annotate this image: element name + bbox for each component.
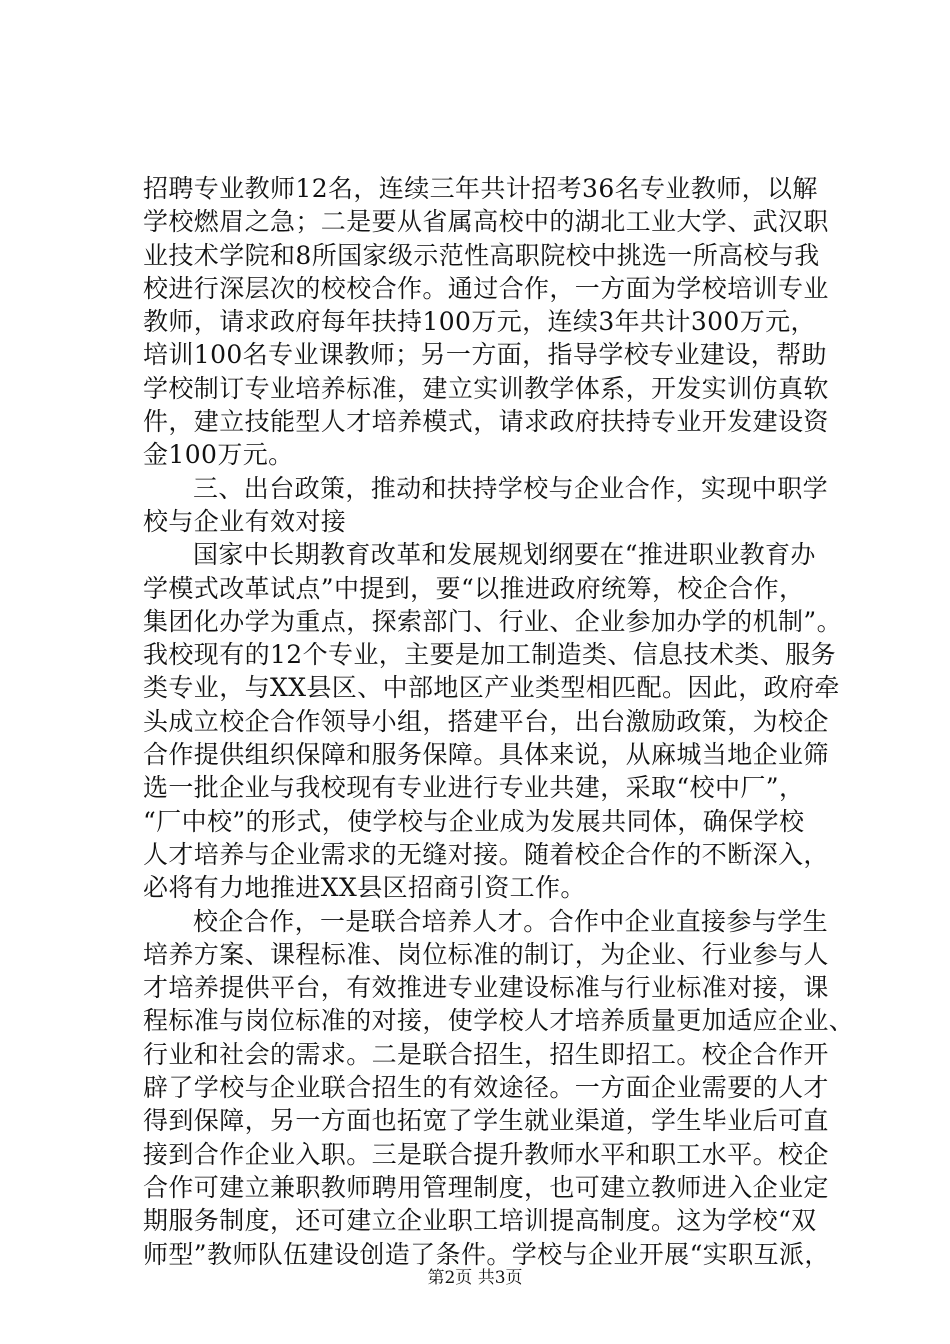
text-line: 件，建立技能型人才培养模式，请求政府扶持专业开发建设资 [143, 407, 829, 437]
section-heading-line: 三、出台政策，推动和扶持学校与企业合作，实现中职学 [193, 473, 829, 503]
text-line: 校进行深层次的校校合作。通过合作，一方面为学校培训专业 [143, 273, 829, 303]
text-line: 培训100名专业课教师；另一方面，指导学校专业建设，帮助 [143, 340, 827, 370]
text-line: 接到合作企业入职。三是联合提升教师水平和职工水平。校企 [143, 1139, 829, 1169]
text-line: 招聘专业教师12名，连续三年共计招考36名专业教师，以解 [143, 174, 818, 203]
text-line: 才培养提供平台，有效推进专业建设标准与行业标准对接，课 [143, 973, 829, 1003]
text-line: 金100万元。 [143, 440, 294, 470]
document-body [143, 172, 855, 1271]
text-line: 教师，请求政府每年扶持100万元，连续3年共计300万元， [143, 307, 816, 337]
text-line: 必将有力地推进XX县区招商引资工作。 [143, 873, 586, 903]
text-line: 期服务制度，还可建立企业职工培训提高制度。这为学校“双 [143, 1206, 817, 1236]
text-line: 业技术学院和8所国家级示范性高职院校中挑选一所高校与我 [143, 240, 820, 270]
text-line: 培养方案、课程标准、岗位标准的制订，为企业、行业参与人 [143, 939, 829, 969]
text-line: 合作可建立兼职教师聘用管理制度，也可建立教师进入企业定 [143, 1172, 829, 1202]
text-line: 国家中长期教育改革和发展规划纲要在“推进职业教育办 [193, 540, 816, 570]
text-line: 校企合作，一是联合培养人才。合作中企业直接参与学生 [193, 906, 829, 936]
text-line: 程标准与岗位标准的对接，使学校人才培养质量更加适应企业、 [143, 1006, 855, 1036]
text-line: 辟了学校与企业联合招生的有效途径。一方面企业需要的人才 [143, 1073, 829, 1103]
text-line: 师型”教师队伍建设创造了条件。学校与企业开展“实职互派， [143, 1239, 830, 1269]
text-line: 学模式改革试点”中提到，要“以推进政府统筹，校企合作， [143, 573, 805, 603]
text-line: 得到保障，另一方面也拓宽了学生就业渠道，学生毕业后可直 [143, 1106, 829, 1136]
text-line: 集团化办学为重点，探索部门、行业、企业参加办学的机制”。 [143, 606, 842, 636]
text-line: 选一批企业与我校现有专业进行专业共建，采取“校中厂”， [143, 773, 805, 803]
text-line: 行业和社会的需求。二是联合招生，招生即招工。校企合作开 [143, 1039, 829, 1069]
text-line: 学校燃眉之急；二是要从省属高校中的湖北工业大学、武汉职 [143, 207, 829, 237]
text-line: 头成立校企合作领导小组，搭建平台，出台激励政策，为校企 [143, 706, 829, 736]
text-line: 人才培养与企业需求的无缝对接。随着校企合作的不断深入， [143, 839, 829, 869]
text-line: 合作提供组织保障和服务保障。具体来说，从麻城当地企业筛 [143, 740, 829, 770]
section-heading-line: 校与企业有效对接 [143, 506, 347, 536]
text-line: 学校制订专业培养标准，建立实训教学体系，开发实训仿真软 [143, 373, 829, 403]
text-line: 我校现有的12个专业，主要是加工制造类、信息技术类、服务 [143, 640, 837, 670]
page-footer: 第2页 共3页 [427, 1268, 523, 1288]
text-line: 类专业，与XX县区、中部地区产业类型相匹配。因此，政府牵 [143, 673, 840, 703]
text-line: “厂中校”的形式，使学校与企业成为发展共同体，确保学校 [143, 806, 805, 836]
